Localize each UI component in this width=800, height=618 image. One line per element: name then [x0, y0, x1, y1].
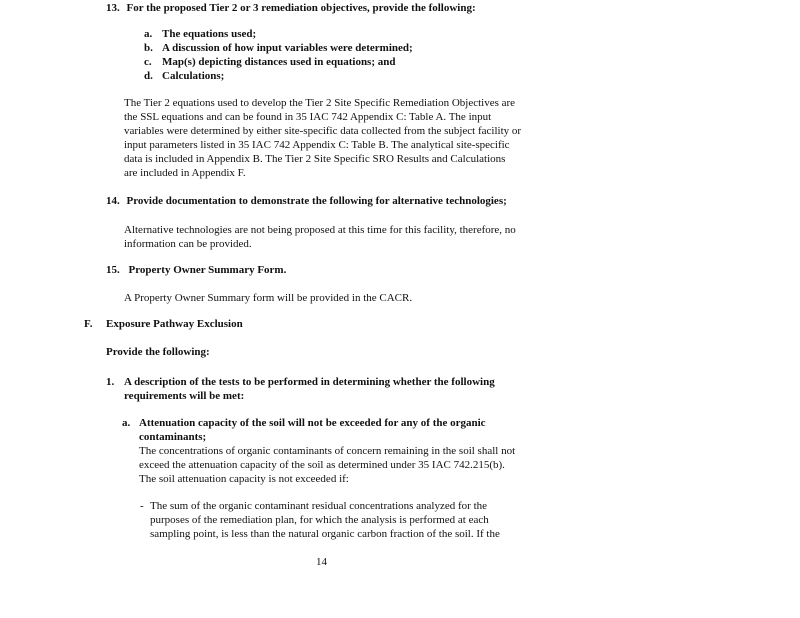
section-title: Exposure Pathway Exclusion — [106, 318, 243, 330]
q14-heading: Provide documentation to demonstrate the following for alternative technologies; — [126, 195, 507, 207]
f1-line: requirements will be met: — [124, 390, 245, 402]
answer-line: information can be provided. — [124, 238, 252, 250]
bullet-line: The sum of the organic contaminant residual concentrations analyzed for the — [150, 500, 488, 512]
list-item-text: Calculations; — [162, 70, 225, 82]
list-item-text: Map(s) depicting distances used in equations; and — [162, 56, 396, 68]
f1-text — [124, 375, 495, 403]
f1-line: A description of the tests to be performed in determining whether the following — [124, 376, 495, 388]
q13-number: 13. — [106, 2, 120, 14]
list-item-text: The equations used; — [162, 28, 257, 40]
q15-heading-row — [106, 263, 286, 277]
answer-line: The Tier 2 equations used to develop the Tier 2 Site Specific Remediation Objectives are — [124, 97, 516, 109]
answer-line: Alternative technologies are not being proposed at this time for this facility, therefore, no — [124, 224, 516, 236]
q13-item-a — [144, 27, 256, 41]
q13-heading: For the proposed Tier 2 or 3 remediation objectives, provide the following: — [126, 2, 476, 14]
bullet-line: purposes of the remediation plan, for which the analysis is performed at each — [150, 514, 489, 526]
fa-block — [139, 416, 515, 486]
q14-number: 14. — [106, 195, 120, 207]
f1-number: 1. — [106, 376, 115, 388]
bullet-text — [150, 499, 500, 541]
page-number: 14 — [316, 556, 327, 568]
list-marker: b. — [144, 42, 153, 54]
answer-line: the SSL equations and can be found in 35 IAC 742 Appendix C: Table A. The input — [124, 111, 492, 123]
list-marker: c. — [144, 56, 152, 68]
list-marker: a. — [144, 28, 153, 40]
section-f-heading — [84, 317, 243, 331]
answer-line: are included in Appendix F. — [124, 167, 246, 179]
q13-item-b — [144, 41, 413, 55]
q13-item-d — [144, 69, 224, 83]
answer-line: input parameters listed in 35 IAC 742 Appendix C: Table B. The analytical site-specific — [124, 139, 510, 151]
list-item-text: A discussion of how input variables were determined; — [162, 42, 413, 54]
fa-body-line: The concentrations of organic contaminants of concern remaining in the soil shall not — [139, 445, 516, 457]
q14-answer — [124, 223, 516, 251]
answer-line: data is included in Appendix B. The Tier 2 Site Specific SRO Results and Calculations — [124, 153, 506, 165]
q13-heading-row — [106, 1, 476, 15]
section-letter: F. — [84, 318, 93, 330]
section-f-intro: Provide the following: — [106, 346, 210, 358]
fa-body-line: The soil attenuation capacity is not exceeded if: — [139, 473, 349, 485]
q15-heading: Property Owner Summary Form. — [128, 264, 287, 276]
list-marker: d. — [144, 70, 153, 82]
bullet-line: sampling point, is less than the natural organic carbon fraction of the soil. If the — [150, 528, 500, 540]
q15-number: 15. — [106, 264, 120, 276]
bullet-marker: - — [140, 500, 144, 512]
q15-answer: A Property Owner Summary form will be provided in the CACR. — [124, 292, 413, 304]
fa-heading-line: contaminants; — [139, 431, 207, 443]
fa-heading-line: Attenuation capacity of the soil will not be exceeded for any of the organic — [139, 417, 486, 429]
q14-heading-row — [106, 194, 507, 208]
fa-marker: a. — [122, 417, 131, 429]
answer-line: variables were determined by either site-specific data collected from the subject facility or — [124, 125, 522, 137]
q13-item-c — [144, 55, 396, 69]
q13-answer — [124, 96, 521, 180]
fa-body-line: exceed the attenuation capacity of the soil as determined under 35 IAC 742.215(b). — [139, 459, 505, 471]
